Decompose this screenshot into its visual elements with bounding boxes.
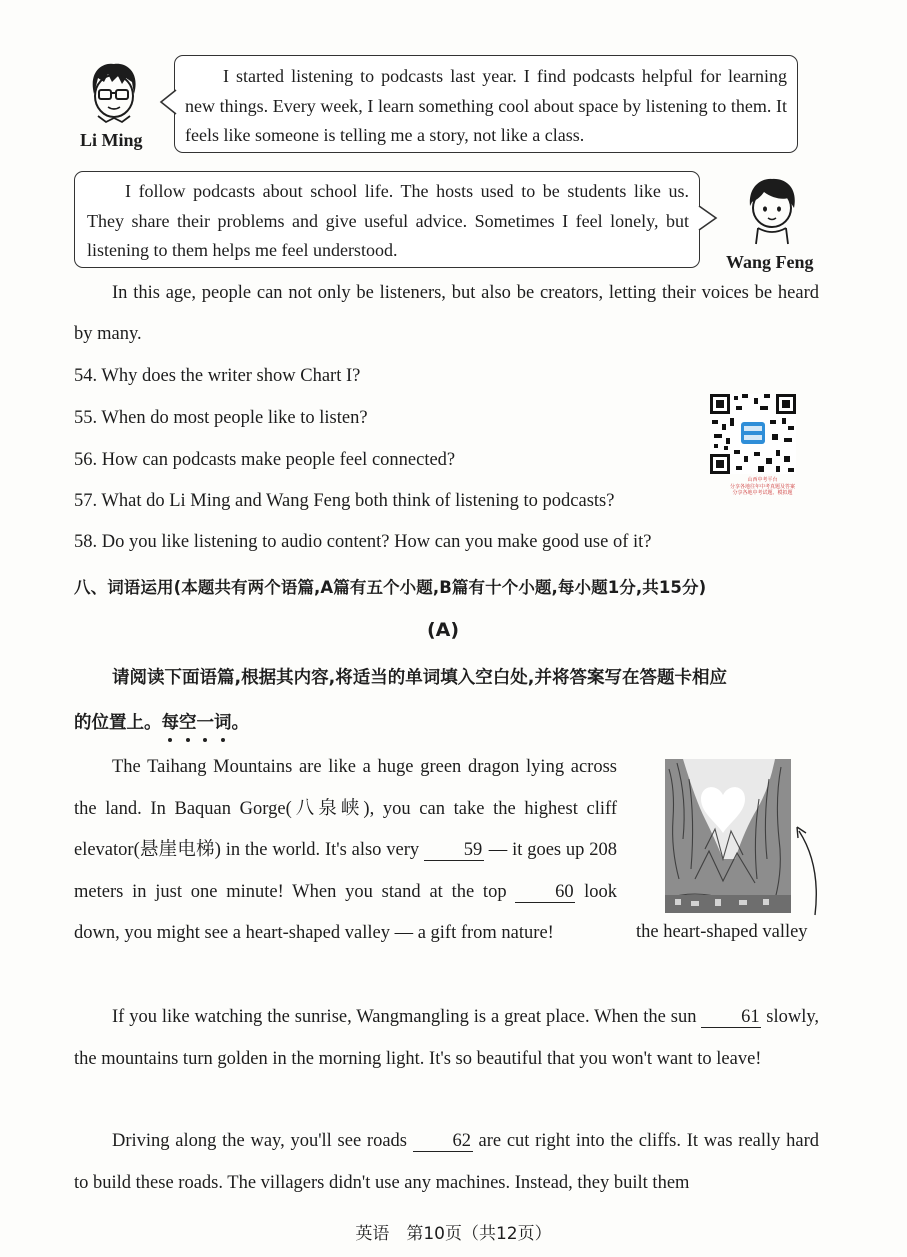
li-ming-speech-text: I started listening to podcasts last year. I find podcasts helpful for learning new things. Every week, I learn something cool about space by listening to them. It feels like someone is telling me a story, not like a class. <box>185 66 787 145</box>
question-55: 55. When do most people like to listen? <box>74 408 368 428</box>
passage-p3-text-b: are cut right into the cliffs. It was really hard to build these roads. The villagers didn't use any machines. Instead, they built them <box>74 1131 820 1193</box>
page-footer: 英语 第10页（共12页） <box>355 1224 552 1244</box>
blank-60[interactable]: 60 <box>515 882 575 903</box>
passage-p1-text-c: look down, you might see a heart-shaped valley — a gift from nature! <box>74 881 617 943</box>
qr-caption-line-1: 山西中考平台 <box>747 477 778 483</box>
instruction-line-2-start: 的位置上。 <box>74 713 162 733</box>
blank-59[interactable]: 59 <box>424 840 484 861</box>
passage-p2-text-b: slowly, the mountains turn golden in the morning light. It's so beautiful that you won't want to leave! <box>74 1007 820 1069</box>
emphasis-char-2: 空 <box>179 709 197 734</box>
qr-caption-line-2: 分享各地往年中考真题及答案 <box>729 483 795 490</box>
blank-61[interactable]: 61 <box>701 1007 761 1028</box>
wang-feng-speech-bubble <box>74 171 700 268</box>
wang-feng-bubble-pointer <box>698 205 718 231</box>
question-58: 58. Do you like listening to audio content? How can you make good use of it? <box>74 532 652 552</box>
instruction-line-2-end: 。 <box>231 713 249 733</box>
question-54: 54. Why does the writer show Chart I? <box>74 366 361 386</box>
instruction-line-1: 请阅读下面语篇,根据其内容,将适当的单词填入空白处,并将答案写在答题卡相应 <box>112 668 727 688</box>
passage-p2-text-a: If you like watching the sunrise, Wangmangling is a great place. When the sun <box>112 1007 697 1027</box>
emphasis-char-1: 每 <box>162 709 180 734</box>
qr-caption <box>705 477 820 497</box>
li-ming-bubble-pointer <box>159 89 177 115</box>
qr-caption-line-3: 分享各地中考试题、模拟题 <box>732 490 793 496</box>
instruction-line-2 <box>74 709 249 734</box>
li-ming-avatar <box>84 60 142 130</box>
heart-shaped-valley-image <box>665 759 791 913</box>
wang-feng-speech-text: I follow podcasts about school life. The hosts used to be students like us. They share their problems and give useful advice. Sometimes I feel lonely, but listening to them helps me feel understood. <box>87 181 689 260</box>
passage-p1-text-a: The Taihang Mountains are like a huge green dragon lying across the land. In Baquan Gorge(八泉峡), you can take the highest cliff elevator(悬崖电梯) in the world. It's also very <box>74 757 617 860</box>
blank-62[interactable]: 62 <box>413 1131 473 1152</box>
wang-feng-name: Wang Feng <box>726 252 814 272</box>
question-56: 56. How can podcasts make people feel connected? <box>74 450 456 470</box>
closing-paragraph: In this age, people can not only be listeners, but also be creators, letting their voices be heard by many. <box>74 283 819 344</box>
qr-code <box>710 394 796 474</box>
passage-paragraph-3 <box>74 1121 819 1204</box>
emphasis-char-3: 一 <box>197 709 215 734</box>
passage-p3-text-a: Driving along the way, you'll see roads <box>112 1131 407 1151</box>
question-57: 57. What do Li Ming and Wang Feng both think of listening to podcasts? <box>74 491 615 511</box>
li-ming-name: Li Ming <box>80 130 143 150</box>
part-a-label: (A) <box>427 619 460 641</box>
passage-p1-text-b: — it goes up 208 meters in just one minute! When you stand at the top <box>74 840 617 902</box>
passage-paragraph-2 <box>74 997 819 1080</box>
section-title: 八、词语运用(本题共有两个语篇,A篇有五个小题,B篇有十个小题,每小题1分,共15分) <box>74 578 707 597</box>
pointer-arrow <box>795 825 825 917</box>
li-ming-speech-bubble <box>174 55 798 153</box>
wang-feng-avatar <box>742 176 802 248</box>
passage-paragraph-1 <box>74 747 617 955</box>
emphasis-char-4: 词 <box>214 709 232 734</box>
image-caption: the heart-shaped valley <box>636 922 808 942</box>
